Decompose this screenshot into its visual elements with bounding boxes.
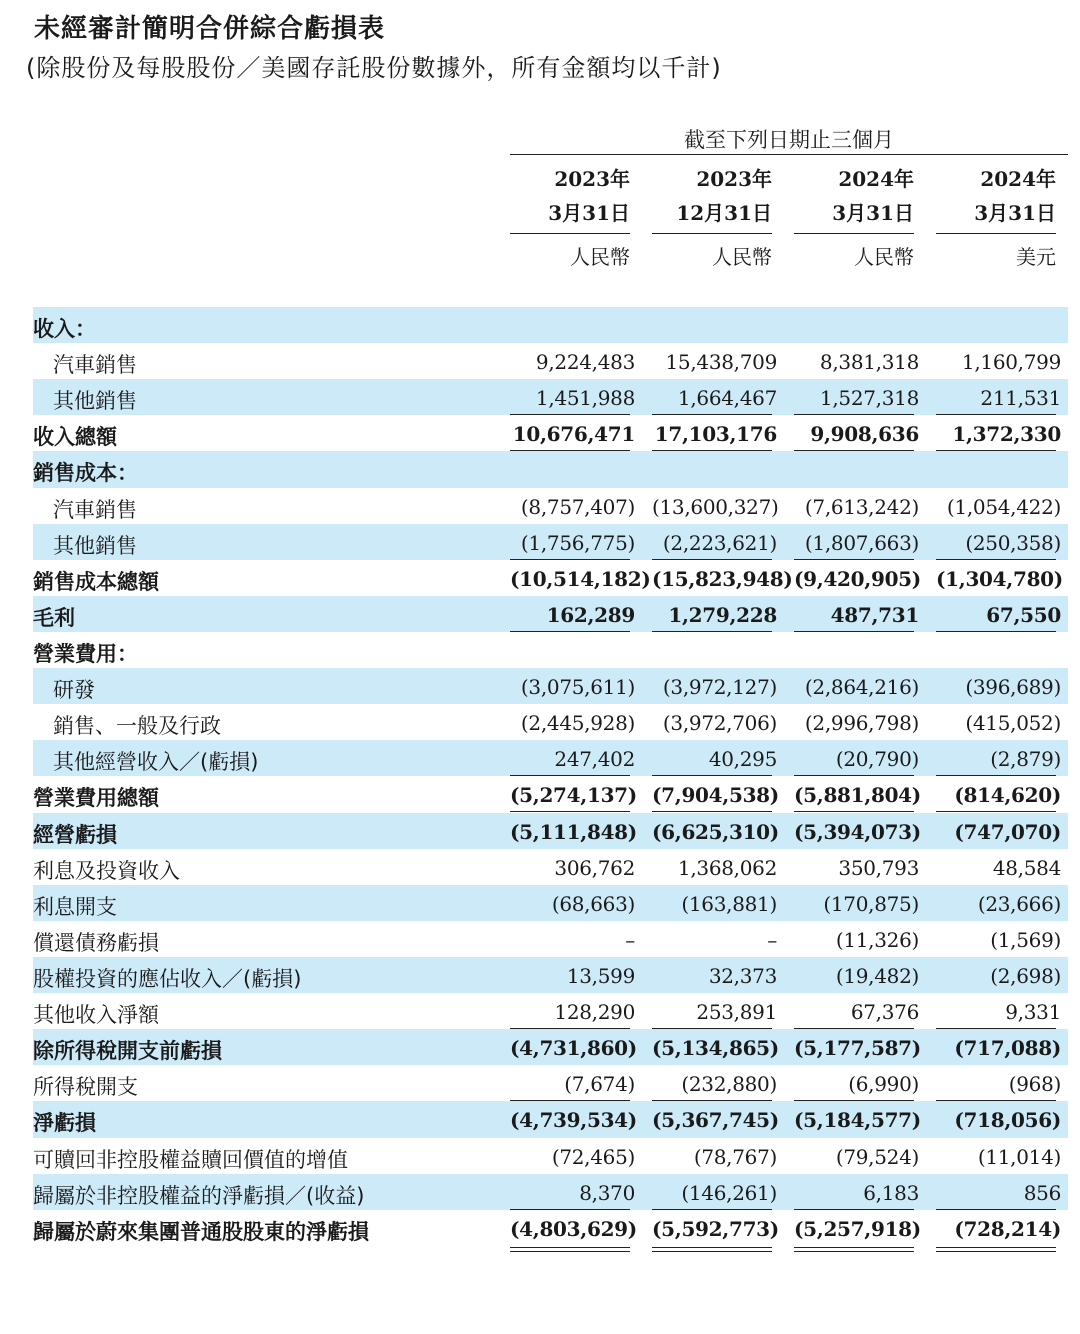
row-value: – bbox=[767, 927, 777, 952]
row-value: (2,445,928) bbox=[520, 711, 635, 736]
row-label: 歸屬於非控股權益的淨虧損／(收益) bbox=[33, 1183, 365, 1208]
row-value: (1,304,780) bbox=[936, 566, 1063, 591]
table-row bbox=[33, 1101, 1068, 1137]
row-value: 128,290 bbox=[554, 1000, 635, 1025]
table-row bbox=[33, 1174, 1068, 1210]
column-currency: 美元 bbox=[1016, 245, 1056, 269]
row-value: (8,757,407) bbox=[520, 494, 635, 519]
row-label: 其他經營收入／(虧損) bbox=[53, 750, 259, 775]
row-value: (5,257,918) bbox=[794, 1216, 921, 1241]
table-row bbox=[33, 524, 1068, 560]
row-label: 其他收入淨額 bbox=[33, 1003, 159, 1028]
row-value: (718,056) bbox=[954, 1108, 1061, 1133]
row-label: 營業費用： bbox=[33, 641, 138, 666]
row-value: 1,664,467 bbox=[677, 386, 777, 411]
row-value: 67,550 bbox=[986, 602, 1061, 627]
total-double-rule bbox=[794, 1247, 914, 1252]
row-label: 收入總額 bbox=[33, 425, 117, 450]
row-value: 1,372,330 bbox=[952, 422, 1061, 447]
row-value: (72,465) bbox=[551, 1144, 635, 1169]
row-value: 48,584 bbox=[992, 855, 1061, 880]
column-date: 3月31日 bbox=[548, 201, 630, 225]
row-value: (7,904,538) bbox=[652, 783, 779, 808]
column-header-3 bbox=[936, 162, 1056, 230]
table-row bbox=[33, 1029, 1068, 1065]
row-value: (10,514,182) bbox=[510, 566, 651, 591]
table-row bbox=[33, 957, 1068, 993]
row-value: 1,527,318 bbox=[819, 386, 919, 411]
row-value: (146,261) bbox=[681, 1180, 777, 1205]
table-row bbox=[33, 1138, 1068, 1174]
row-label: 營業費用總額 bbox=[33, 786, 159, 811]
column-date: 12月31日 bbox=[676, 201, 772, 225]
column-date: 3月31日 bbox=[832, 201, 914, 225]
row-value: (3,972,127) bbox=[662, 675, 777, 700]
row-value: (11,014) bbox=[977, 1144, 1061, 1169]
row-value: 211,531 bbox=[980, 386, 1061, 411]
table-row bbox=[33, 740, 1068, 776]
row-value: 17,103,176 bbox=[654, 422, 777, 447]
row-value: (814,620) bbox=[954, 783, 1061, 808]
column-currency: 人民幣 bbox=[854, 245, 914, 269]
row-value: (2,996,798) bbox=[804, 711, 919, 736]
row-value: (11,326) bbox=[835, 927, 919, 952]
row-value: (728,214) bbox=[954, 1216, 1061, 1241]
row-label: 利息開支 bbox=[33, 894, 117, 919]
row-value: 350,793 bbox=[838, 855, 919, 880]
row-label: 利息及投資收入 bbox=[33, 858, 180, 883]
row-value: (3,972,706) bbox=[662, 711, 777, 736]
column-header-1 bbox=[652, 162, 772, 230]
row-value: 162,289 bbox=[546, 602, 635, 627]
row-value: (7,613,242) bbox=[804, 494, 919, 519]
row-label: 其他銷售 bbox=[53, 533, 137, 558]
row-value: (6,625,310) bbox=[652, 819, 779, 844]
column-header-2 bbox=[794, 162, 914, 230]
table-row bbox=[33, 632, 1068, 668]
row-value: (68,663) bbox=[551, 891, 635, 916]
row-value: (7,674) bbox=[564, 1072, 635, 1097]
row-value: 8,370 bbox=[579, 1180, 635, 1205]
total-double-rule bbox=[510, 1247, 630, 1252]
row-value: 13,599 bbox=[566, 963, 635, 988]
row-value: (415,052) bbox=[965, 711, 1061, 736]
row-value: (5,394,073) bbox=[794, 819, 921, 844]
row-value: 6,183 bbox=[863, 1180, 919, 1205]
watermark-cover bbox=[972, 1272, 1062, 1316]
column-year: 2024年 bbox=[838, 167, 914, 191]
row-value: 32,373 bbox=[708, 963, 777, 988]
row-value: (5,111,848) bbox=[510, 819, 637, 844]
row-value: 8,381,318 bbox=[819, 350, 919, 375]
table-row bbox=[33, 776, 1068, 812]
table-row bbox=[33, 488, 1068, 524]
row-value: – bbox=[625, 927, 635, 952]
row-value: 9,224,483 bbox=[535, 350, 635, 375]
row-value: (1,054,422) bbox=[946, 494, 1061, 519]
row-label: 歸屬於蔚來集團普通股股東的淨虧損 bbox=[33, 1219, 369, 1244]
table-row bbox=[33, 307, 1068, 343]
row-value: (2,223,621) bbox=[662, 530, 777, 555]
income-statement-table bbox=[33, 307, 1068, 1246]
row-value: (717,088) bbox=[954, 1036, 1061, 1061]
row-label: 淨虧損 bbox=[33, 1111, 96, 1136]
table-row bbox=[33, 668, 1068, 704]
row-value: (396,689) bbox=[965, 675, 1061, 700]
row-value: (23,666) bbox=[977, 891, 1061, 916]
row-value: 1,368,062 bbox=[677, 855, 777, 880]
row-value: 40,295 bbox=[708, 747, 777, 772]
row-value: (170,875) bbox=[823, 891, 919, 916]
row-value: (6,990) bbox=[848, 1072, 919, 1097]
column-currency: 人民幣 bbox=[570, 245, 630, 269]
row-value: (1,807,663) bbox=[804, 530, 919, 555]
row-value: (4,731,860) bbox=[510, 1036, 637, 1061]
row-value: 856 bbox=[1023, 1180, 1061, 1205]
row-value: (747,070) bbox=[954, 819, 1061, 844]
total-double-rule bbox=[936, 1247, 1056, 1252]
row-value: (78,767) bbox=[693, 1144, 777, 1169]
row-value: (1,756,775) bbox=[520, 530, 635, 555]
row-label: 汽車銷售 bbox=[53, 497, 137, 522]
row-value: (3,075,611) bbox=[520, 675, 635, 700]
table-row bbox=[33, 1210, 1068, 1246]
table-row bbox=[33, 379, 1068, 415]
statement-title: 未經審計簡明合併綜合虧損表 bbox=[34, 14, 386, 44]
row-value: (968) bbox=[1008, 1072, 1061, 1097]
row-label: 可贖回非控股權益贖回價值的增值 bbox=[33, 1147, 348, 1172]
table-row bbox=[33, 415, 1068, 451]
row-value: 10,676,471 bbox=[512, 422, 635, 447]
row-label: 經營虧損 bbox=[33, 822, 117, 847]
row-value: (232,880) bbox=[681, 1072, 777, 1097]
row-value: (20,790) bbox=[835, 747, 919, 772]
row-value: (15,823,948) bbox=[652, 566, 793, 591]
table-row bbox=[33, 993, 1068, 1029]
row-value: 1,451,988 bbox=[535, 386, 635, 411]
row-value: (2,879) bbox=[990, 747, 1061, 772]
row-value: 1,160,799 bbox=[961, 350, 1061, 375]
row-label: 銷售成本總額 bbox=[33, 569, 159, 594]
period-header: 截至下列日期止三個月 bbox=[684, 128, 894, 152]
column-date: 3月31日 bbox=[974, 201, 1056, 225]
row-label: 其他銷售 bbox=[53, 389, 137, 414]
row-label: 除所得稅開支前虧損 bbox=[33, 1039, 222, 1064]
row-value: (163,881) bbox=[681, 891, 777, 916]
row-label: 所得稅開支 bbox=[33, 1075, 138, 1100]
row-value: (4,739,534) bbox=[510, 1108, 637, 1133]
row-value: (1,569) bbox=[990, 927, 1061, 952]
table-row bbox=[33, 596, 1068, 632]
row-value: 15,438,709 bbox=[665, 350, 777, 375]
period-rule bbox=[510, 154, 1068, 155]
row-label: 銷售成本： bbox=[33, 461, 138, 486]
table-row bbox=[33, 560, 1068, 596]
row-value: 247,402 bbox=[554, 747, 635, 772]
column-year: 2023年 bbox=[554, 167, 630, 191]
row-label: 股權投資的應佔收入／(虧損) bbox=[33, 966, 302, 991]
row-value: (9,420,905) bbox=[794, 566, 921, 591]
column-rule bbox=[936, 233, 1056, 234]
column-currency: 人民幣 bbox=[712, 245, 772, 269]
column-year: 2024年 bbox=[980, 167, 1056, 191]
column-rule bbox=[510, 233, 630, 234]
row-label: 研發 bbox=[53, 678, 95, 703]
row-label: 汽車銷售 bbox=[53, 353, 137, 378]
row-value: 306,762 bbox=[554, 855, 635, 880]
statement-subtitle: (除股份及每股股份／美國存託股份數據外，所有金額均以千計) bbox=[26, 54, 722, 82]
table-row bbox=[33, 451, 1068, 487]
table-row bbox=[33, 704, 1068, 740]
row-value: 1,279,228 bbox=[668, 602, 777, 627]
row-value: 253,891 bbox=[696, 1000, 777, 1025]
row-label: 收入： bbox=[33, 317, 96, 341]
table-row bbox=[33, 343, 1068, 379]
column-rule bbox=[794, 233, 914, 234]
row-value: (79,524) bbox=[835, 1144, 919, 1169]
row-value: (19,482) bbox=[835, 963, 919, 988]
row-value: 487,731 bbox=[830, 602, 919, 627]
table-row bbox=[33, 885, 1068, 921]
total-double-rule bbox=[652, 1247, 772, 1252]
row-value: (5,881,804) bbox=[794, 783, 921, 808]
row-value: 9,908,636 bbox=[810, 422, 919, 447]
column-header-0 bbox=[510, 162, 630, 230]
row-value: 67,376 bbox=[850, 1000, 919, 1025]
row-value: (13,600,327) bbox=[652, 494, 779, 519]
row-value: 9,331 bbox=[1005, 1000, 1061, 1025]
table-row bbox=[33, 1065, 1068, 1101]
column-rule bbox=[652, 233, 772, 234]
row-value: (4,803,629) bbox=[510, 1216, 637, 1241]
row-value: (5,184,577) bbox=[794, 1108, 921, 1133]
row-value: (5,134,865) bbox=[652, 1036, 779, 1061]
row-value: (5,274,137) bbox=[510, 783, 637, 808]
row-label: 銷售、一般及行政 bbox=[53, 714, 221, 739]
row-value: (5,367,745) bbox=[652, 1108, 779, 1133]
row-label: 毛利 bbox=[33, 605, 75, 630]
row-value: (250,358) bbox=[965, 530, 1061, 555]
column-year: 2023年 bbox=[696, 167, 772, 191]
row-label: 償還債務虧損 bbox=[33, 930, 159, 955]
table-row bbox=[33, 849, 1068, 885]
row-value: (2,698) bbox=[990, 963, 1061, 988]
table-row bbox=[33, 813, 1068, 849]
row-value: (2,864,216) bbox=[804, 675, 919, 700]
table-row bbox=[33, 921, 1068, 957]
row-value: (5,177,587) bbox=[794, 1036, 921, 1061]
row-value: (5,592,773) bbox=[652, 1216, 779, 1241]
